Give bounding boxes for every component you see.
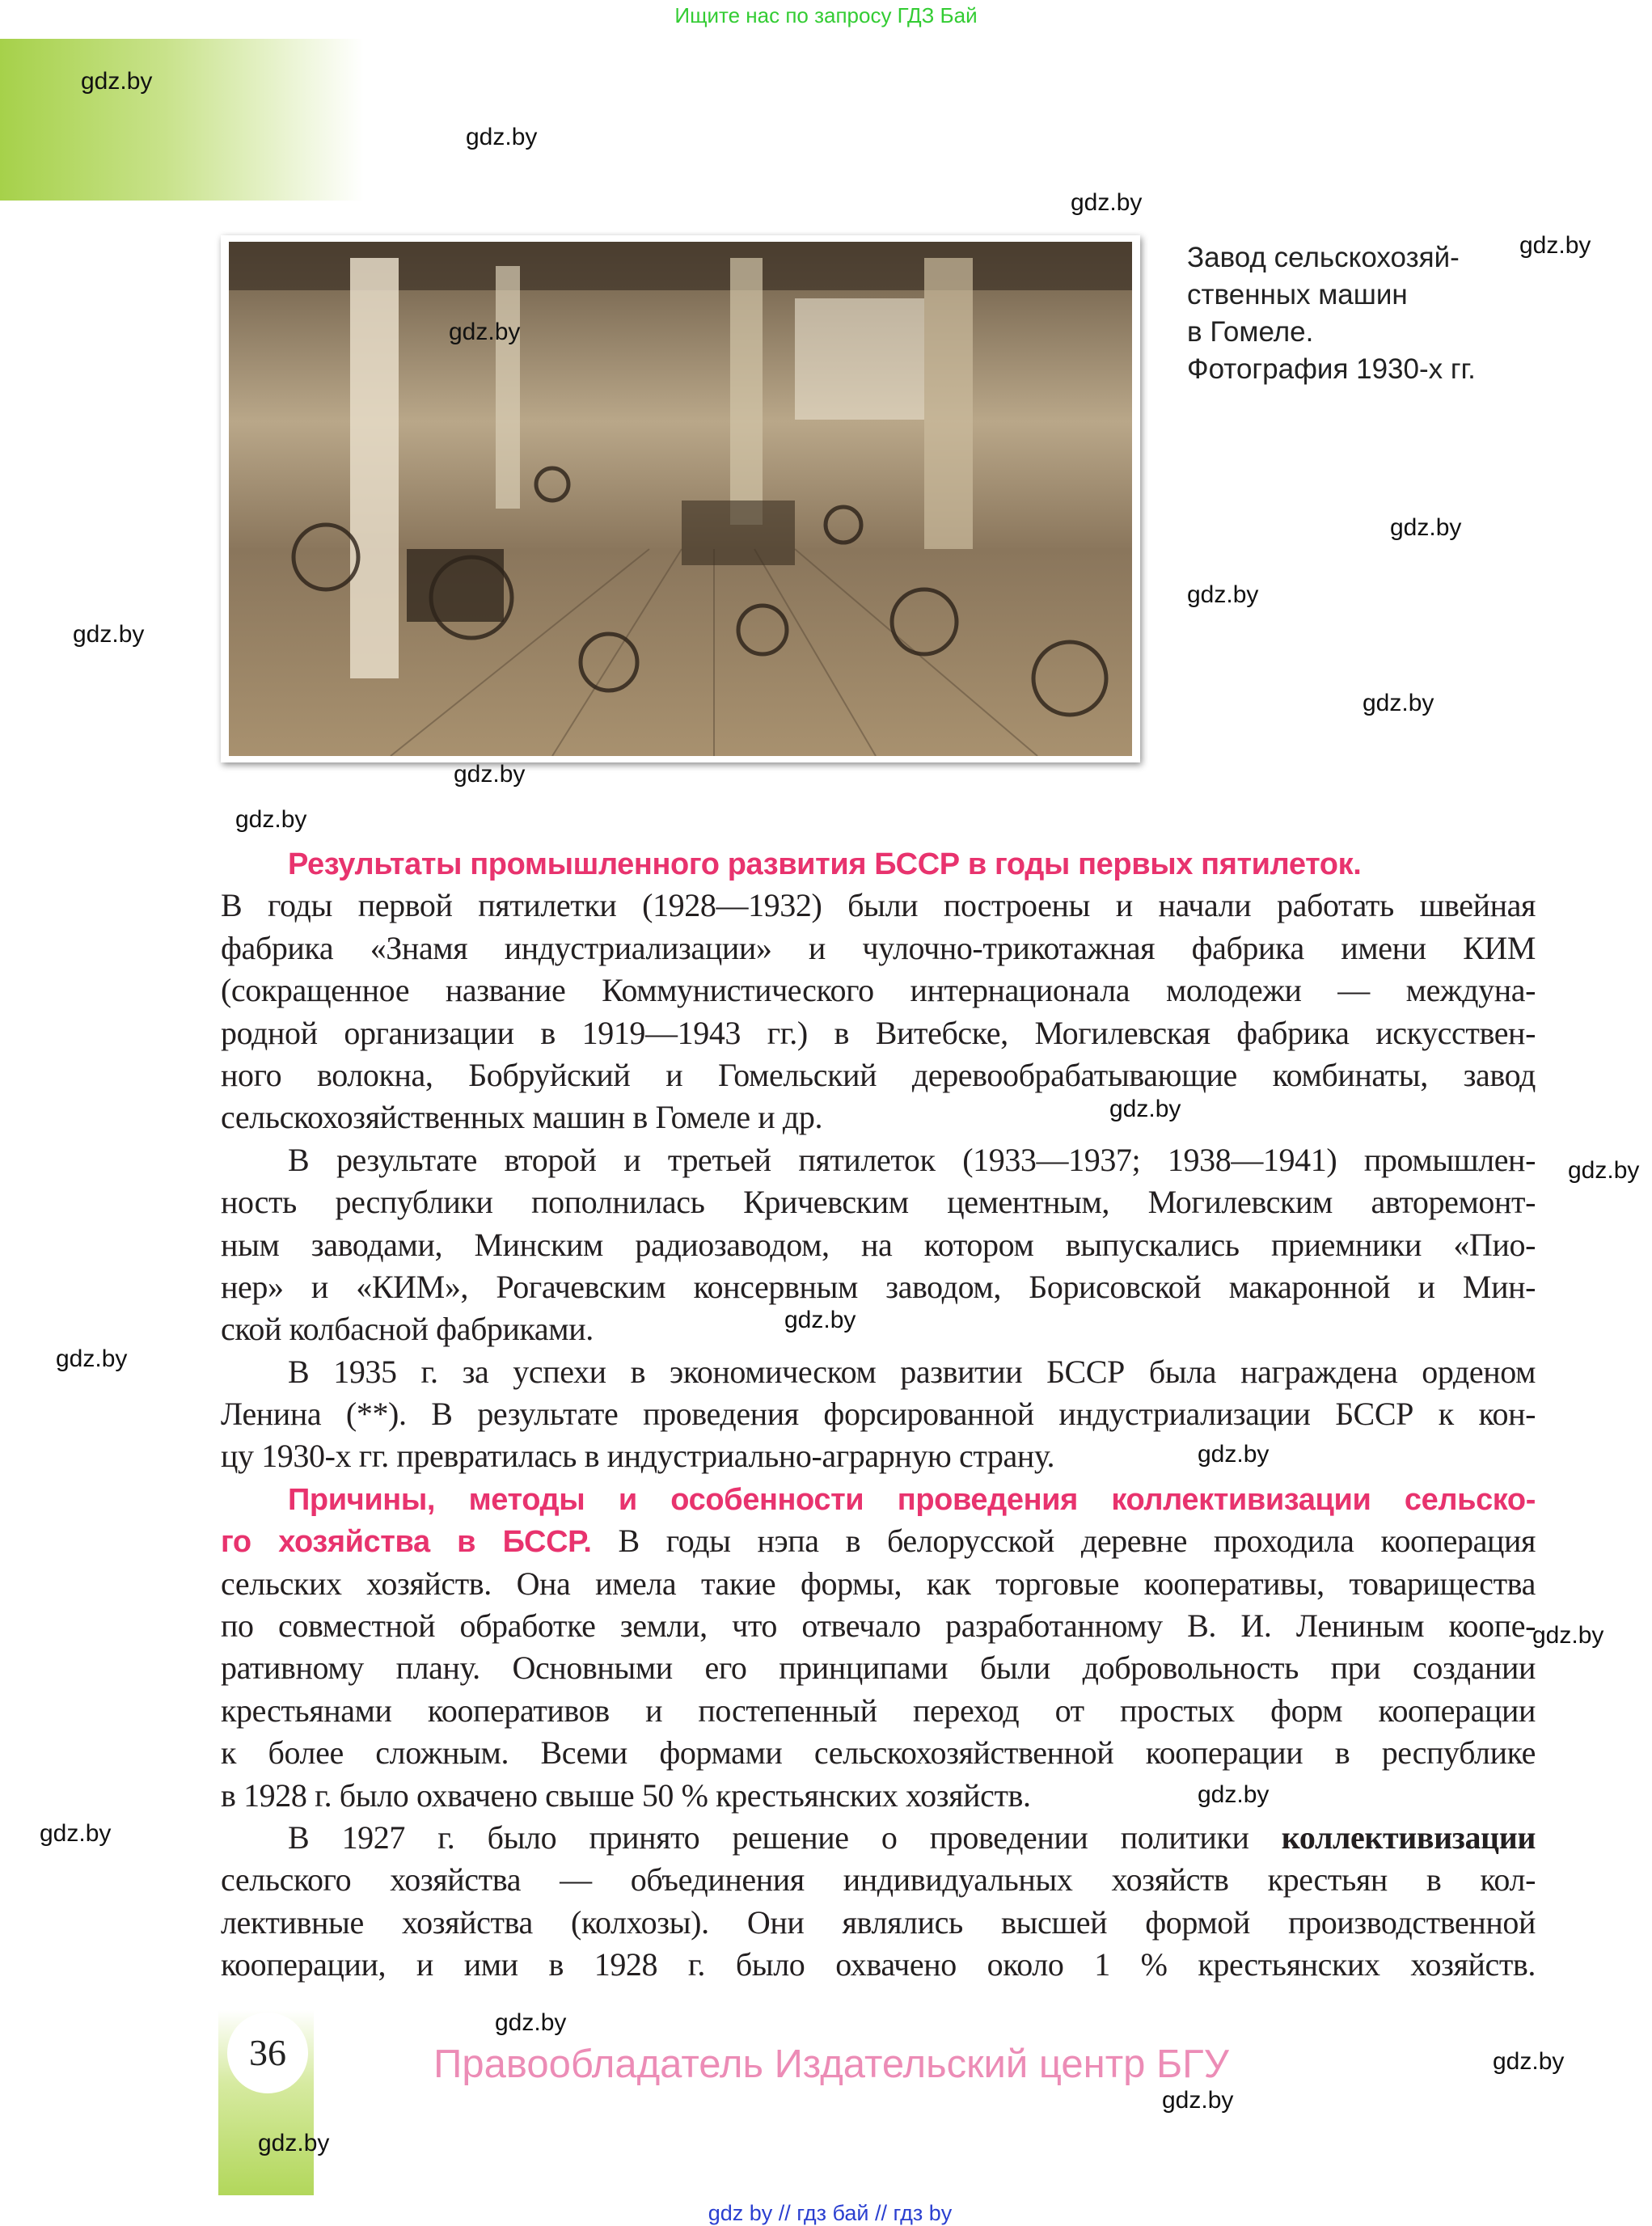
text-line: сельских хозяйств. Она имела такие формы, как торговые кооперативы, товарищества — [221, 1565, 1536, 1602]
watermark: gdz.by — [1198, 1441, 1270, 1468]
heading-text: Результаты промышленного развития БССР в годы первых пятилеток. — [288, 847, 1362, 881]
watermark: gdz.by — [1071, 189, 1143, 216]
watermark: gdz.by — [73, 621, 145, 648]
text-line: сельского хозяйства — объединения индивидуальных хозяйств крестьян в кол- — [221, 1861, 1536, 1899]
text-line: по совместной обработке земли, что отвечало разработанному В. И. Лениным коопе- — [221, 1607, 1536, 1645]
watermark: gdz.by — [1162, 2087, 1234, 2114]
text-line: цу 1930-х гг. превратилась в индустриально-аграрную страну. — [221, 1438, 1055, 1475]
text-line: В годы первой пятилетки (1928—1932) были построены и начали работать швейная — [221, 887, 1536, 924]
watermark: gdz.by — [1519, 232, 1591, 259]
text-line: (сокращенное название Коммунистического интернационала молодежи — междуна- — [221, 972, 1536, 1009]
page-number: 36 — [227, 2013, 308, 2093]
watermark: gdz.by — [1532, 1622, 1604, 1649]
watermark: gdz.by — [1390, 514, 1462, 541]
factory-photo-image — [229, 242, 1132, 756]
caption-line: Завод сельскохозяй- — [1187, 242, 1460, 273]
heading-text: Причины, методы и особенности проведения коллективизации сельско- — [288, 1482, 1536, 1517]
text-line: кооперации, и ими в 1928 г. было охвачено около 1 % крестьянских хозяйств. — [221, 1946, 1536, 1983]
watermark: gdz.by — [1187, 581, 1259, 608]
watermark: gdz.by — [56, 1345, 128, 1372]
watermark: gdz.by — [1198, 1781, 1270, 1808]
caption-line: Фотография 1930-х гг. — [1187, 353, 1476, 385]
section-heading-industry — [221, 843, 1536, 885]
watermark: gdz.by — [81, 68, 153, 95]
text-line: к более сложным. Всеми формами сельскохозяйственной кооперации в республике — [221, 1734, 1536, 1772]
heading-text: го хозяйства в БССР. — [221, 1525, 592, 1560]
text-line: лективные хозяйства (колхозы). Они являлись высшей формой производственной — [221, 1903, 1536, 1941]
watermark: gdz.by — [258, 2130, 330, 2156]
text-line: В 1935 г. за успехи в экономическом развитии БССР была награждена орденом — [288, 1353, 1536, 1390]
bottom-links[interactable]: gdz by // гдз бай // гдз by — [708, 2201, 953, 2225]
text-line: сельскохозяйственных машин в Гомеле и др. — [221, 1099, 823, 1136]
watermark: gdz.by — [449, 319, 521, 345]
text-line: ской колбасной фабриками. — [221, 1311, 594, 1348]
text-line: ным заводами, Минским радиозаводом, на котором выпускались приемники «Пио- — [221, 1226, 1536, 1263]
factory-photo — [221, 235, 1140, 762]
caption-line: в Гомеле. — [1187, 316, 1314, 348]
text-span: В 1927 г. было принято решение о проведении политики — [288, 1818, 1282, 1856]
text-span: В годы нэпа в белорусской деревне проходила кооперация — [591, 1523, 1536, 1560]
watermark: gdz.by — [784, 1307, 856, 1333]
text-line: нер» и «КИМ», Рогачевским консервным заводом, Борисовской макаронной и Мин- — [221, 1268, 1536, 1305]
watermark: gdz.by — [1493, 2048, 1565, 2075]
copyright-footer: Правообладатель Издательский центр БГУ — [433, 2042, 1229, 2086]
text-line: Ленина (**). В результате проведения форсированной индустриализации БССР к кон- — [221, 1396, 1536, 1433]
watermark: gdz.by — [1568, 1157, 1640, 1184]
photo-caption — [1187, 239, 1476, 388]
text-line: в 1928 г. было охвачено свыше 50 % крестьянских хозяйств. — [221, 1776, 1031, 1814]
text-line — [221, 1817, 1536, 1859]
watermark: gdz.by — [454, 761, 526, 788]
body-text — [221, 843, 1536, 1987]
caption-line: ственных машин — [1187, 279, 1408, 310]
text-line: крестьянами кооперативов и постепенный переход от простых форм кооперации — [221, 1692, 1536, 1729]
watermark: gdz.by — [1109, 1096, 1181, 1122]
text-line: ность республики пополнилась Кричевским цементным, Могилевским авторемонт- — [221, 1184, 1536, 1221]
term-bold: коллективизации — [1281, 1818, 1536, 1856]
text-line — [221, 1520, 1536, 1562]
text-line: ного волокна, Бобруйский и Гомельский деревообрабатывающие комбинаты, завод — [221, 1056, 1536, 1093]
watermark: gdz.by — [495, 2009, 567, 2036]
text-line: родной организации в 1919—1943 гг.) в Витебске, Могилевская фабрика искусствен- — [221, 1014, 1536, 1051]
text-line: В результате второй и третьей пятилеток (1933—1937; 1938—1941) промышлен- — [288, 1141, 1536, 1178]
watermark: gdz.by — [40, 1820, 112, 1847]
text-line: ративному плану. Основными его принципами были добровольность при создании — [221, 1649, 1536, 1687]
search-hint: Ищите нас по запросу ГДЗ Бай — [674, 3, 978, 27]
text-line: фабрика «Знамя индустриализации» и чулочно-трикотажная фабрика имени КИМ — [221, 929, 1536, 966]
watermark: gdz.by — [235, 806, 307, 833]
decorative-green-band — [0, 39, 364, 201]
section-heading-collectivization — [221, 1478, 1536, 1520]
watermark: gdz.by — [1363, 690, 1434, 716]
watermark: gdz.by — [466, 124, 538, 150]
